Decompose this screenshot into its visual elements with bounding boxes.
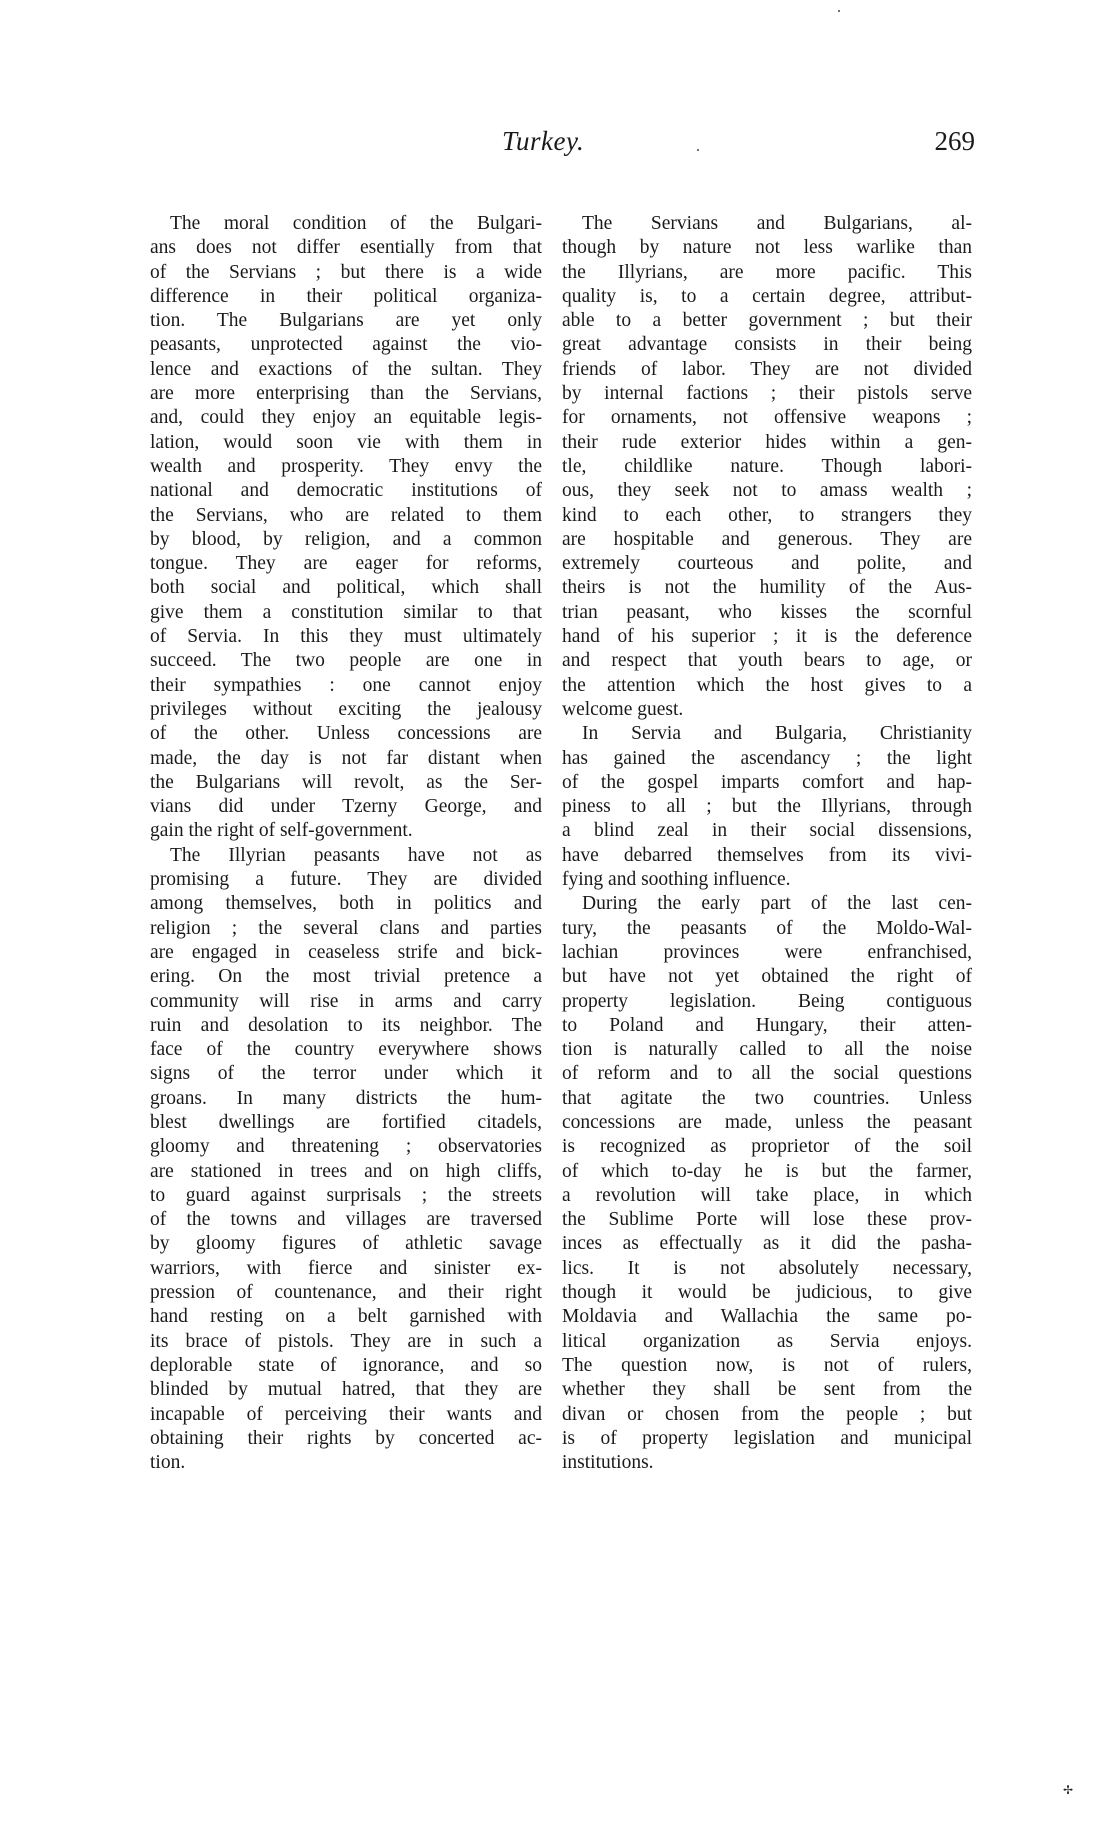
- text-line: have debarred themselves from its vivi-: [562, 844, 972, 866]
- text-line: a blind zeal in their social dissensions,: [562, 820, 972, 842]
- running-head: [150, 126, 975, 160]
- text-line: are engaged in ceaseless strife and bick-: [150, 941, 542, 963]
- left-column: [150, 212, 542, 1475]
- text-line: vians did under Tzerny George, and: [150, 796, 542, 818]
- text-line: During the early part of the last cen-: [582, 893, 972, 915]
- text-line: hand resting on a belt garnished with: [150, 1306, 542, 1328]
- corner-mark: ✢: [1063, 1783, 1074, 1797]
- text-line: pression of countenance, and their right: [150, 1282, 542, 1304]
- text-line: welcome guest.: [562, 698, 684, 720]
- text-line: ruin and desolation to its neighbor. The: [150, 1014, 542, 1036]
- text-line: The Illyrian peasants have not as: [170, 844, 542, 866]
- text-line: tury, the peasants of the Moldo-Wal-: [562, 917, 972, 939]
- text-line: a revolution will take place, in which: [562, 1184, 972, 1206]
- text-line: of the Servians ; but there is a wide: [150, 261, 542, 283]
- text-line: though it would be judicious, to give: [562, 1282, 972, 1304]
- text-line: tion.: [150, 1452, 186, 1474]
- text-line: the Sublime Porte will lose these prov-: [562, 1209, 972, 1231]
- text-line: by blood, by religion, and a common: [150, 528, 542, 550]
- text-line: by gloomy figures of athletic savage: [150, 1233, 542, 1255]
- paragraph: [150, 212, 542, 844]
- text-line: lence and exactions of the sultan. They: [150, 358, 542, 380]
- text-line: Moldavia and Wallachia the same po-: [562, 1306, 972, 1328]
- text-line: that agitate the two countries. Unless: [562, 1087, 972, 1109]
- text-line: are stationed in trees and on high cliffs,: [150, 1160, 542, 1182]
- text-line: succeed. The two people are one in: [150, 650, 542, 672]
- text-line: tongue. They are eager for reforms,: [150, 553, 542, 575]
- text-line: tle, childlike nature. Though labori-: [562, 455, 972, 477]
- text-line: trian peasant, who kisses the scornful: [562, 601, 972, 623]
- text-line: the Illyrians, are more pacific. This: [562, 261, 972, 283]
- text-line: able to a better government ; but their: [562, 310, 972, 332]
- text-line: are hospitable and generous. They are: [562, 528, 972, 550]
- text-line: friends of labor. They are not divided: [562, 358, 972, 380]
- text-line: kind to each other, to strangers they: [562, 504, 972, 526]
- text-line: national and democratic institutions of: [150, 480, 542, 502]
- text-line: The Servians and Bulgarians, al-: [582, 213, 972, 234]
- running-title: Turkey.: [502, 126, 585, 156]
- text-line: institutions.: [562, 1452, 654, 1474]
- text-line: give them a constitution similar to that: [150, 601, 542, 623]
- text-line: and, could they enjoy an equitable legis-: [150, 407, 542, 429]
- text-line: both social and political, which shall: [150, 577, 542, 599]
- text-line: extremely courteous and polite, and: [562, 553, 972, 575]
- text-line: signs of the terror under which it: [150, 1063, 542, 1085]
- page-number: 269: [934, 126, 975, 156]
- text-line: gain the right of self-government.: [150, 820, 413, 842]
- text-line: ous, they seek not to amass wealth ;: [562, 480, 972, 502]
- text-line: property legislation. Being contiguous: [562, 990, 972, 1012]
- text-line: for ornaments, not offensive weapons ;: [562, 407, 972, 429]
- text-line: peasants, unprotected against the vio-: [150, 334, 542, 356]
- text-line: ering. On the most trivial pretence a: [150, 966, 542, 988]
- text-line: to guard against surprisals ; the streets: [150, 1184, 542, 1206]
- text-line: of the gospel imparts comfort and hap-: [562, 771, 972, 793]
- text-line: its brace of pistols. They are in such a: [150, 1330, 542, 1352]
- text-line: divan or chosen from the people ; but: [562, 1403, 972, 1425]
- text-line: promising a future. They are divided: [150, 869, 542, 891]
- text-line: privileges without exciting the jealousy: [150, 698, 542, 720]
- text-line: whether they shall be sent from the: [562, 1379, 972, 1401]
- text-line: incapable of perceiving their wants and: [150, 1403, 542, 1425]
- text-line: by internal factions ; their pistols serve: [562, 383, 972, 405]
- text-line: The question now, is not of rulers,: [562, 1354, 972, 1376]
- text-line: their sympathies : one cannot enjoy: [150, 674, 542, 696]
- text-line: to Poland and Hungary, their atten-: [562, 1014, 972, 1036]
- scan-speck: [697, 149, 699, 151]
- text-line: hand of his superior ; it is the deference: [562, 626, 972, 648]
- text-line: religion ; the several clans and parties: [150, 917, 542, 939]
- text-line: difference in their political organiza-: [150, 285, 542, 307]
- scan-speck: [838, 10, 840, 12]
- paragraph: [562, 212, 972, 722]
- text-line: inces as effectually as it did the pasha-: [562, 1233, 972, 1255]
- text-line: the Bulgarians will revolt, as the Ser-: [150, 771, 542, 793]
- text-line: community will rise in arms and carry: [150, 990, 542, 1012]
- text-line: piness to all ; but the Illyrians, through: [562, 796, 972, 818]
- paragraph: [562, 892, 972, 1475]
- text-line: is recognized as proprietor of the soil: [562, 1136, 972, 1158]
- text-line: The moral condition of the Bulgari-: [170, 213, 542, 234]
- text-line: of reform and to all the social questions: [562, 1063, 972, 1085]
- text-line: has gained the ascendancy ; the light: [562, 747, 972, 769]
- text-line: made, the day is not far distant when: [150, 747, 542, 769]
- text-line: groans. In many districts the hum-: [150, 1087, 542, 1109]
- text-line: of the other. Unless concessions are: [150, 723, 542, 745]
- text-line: litical organization as Servia enjoys.: [562, 1330, 972, 1352]
- text-line: lics. It is not absolutely necessary,: [562, 1257, 972, 1279]
- paragraph: [562, 722, 972, 892]
- text-line: obtaining their rights by concerted ac-: [150, 1427, 542, 1449]
- paragraph: [150, 844, 542, 1476]
- text-line: blest dwellings are fortified citadels,: [150, 1111, 542, 1133]
- text-line: gloomy and threatening ; observatories: [150, 1136, 542, 1158]
- text-line: tion is naturally called to all the noise: [562, 1039, 972, 1061]
- text-line: the Servians, who are related to them: [150, 504, 542, 526]
- text-line: wealth and prosperity. They envy the: [150, 455, 542, 477]
- text-line: of the towns and villages are traversed: [150, 1209, 542, 1231]
- text-line: lation, would soon vie with them in: [150, 431, 542, 453]
- text-line: are more enterprising than the Servians,: [150, 383, 542, 405]
- text-line: face of the country everywhere shows: [150, 1039, 542, 1061]
- right-column: [562, 212, 972, 1475]
- text-line: their rude exterior hides within a gen-: [562, 431, 972, 453]
- text-line: but have not yet obtained the right of: [562, 966, 972, 988]
- text-line: of Servia. In this they must ultimately: [150, 626, 542, 648]
- text-line: theirs is not the humility of the Aus-: [562, 577, 972, 599]
- text-line: warriors, with fierce and sinister ex-: [150, 1257, 542, 1279]
- text-line: deplorable state of ignorance, and so: [150, 1354, 542, 1376]
- text-line: ans does not differ esentially from that: [150, 237, 542, 259]
- text-line: blinded by mutual hatred, that they are: [150, 1379, 542, 1401]
- text-line: the attention which the host gives to a: [562, 674, 972, 696]
- text-line: and respect that youth bears to age, or: [562, 650, 972, 672]
- text-line: In Servia and Bulgaria, Christianity: [582, 723, 972, 745]
- text-line: though by nature not less warlike than: [562, 237, 972, 259]
- text-line: quality is, to a certain degree, attribut-: [562, 285, 972, 307]
- text-line: fying and soothing influence.: [562, 869, 791, 891]
- text-line: among themselves, both in politics and: [150, 893, 542, 915]
- text-line: of which to-day he is but the farmer,: [562, 1160, 972, 1182]
- text-line: tion. The Bulgarians are yet only: [150, 310, 542, 332]
- text-line: is of property legislation and municipal: [562, 1427, 972, 1449]
- text-line: lachian provinces were enfranchised,: [562, 941, 972, 963]
- text-line: great advantage consists in their being: [562, 334, 972, 356]
- text-line: concessions are made, unless the peasant: [562, 1111, 972, 1133]
